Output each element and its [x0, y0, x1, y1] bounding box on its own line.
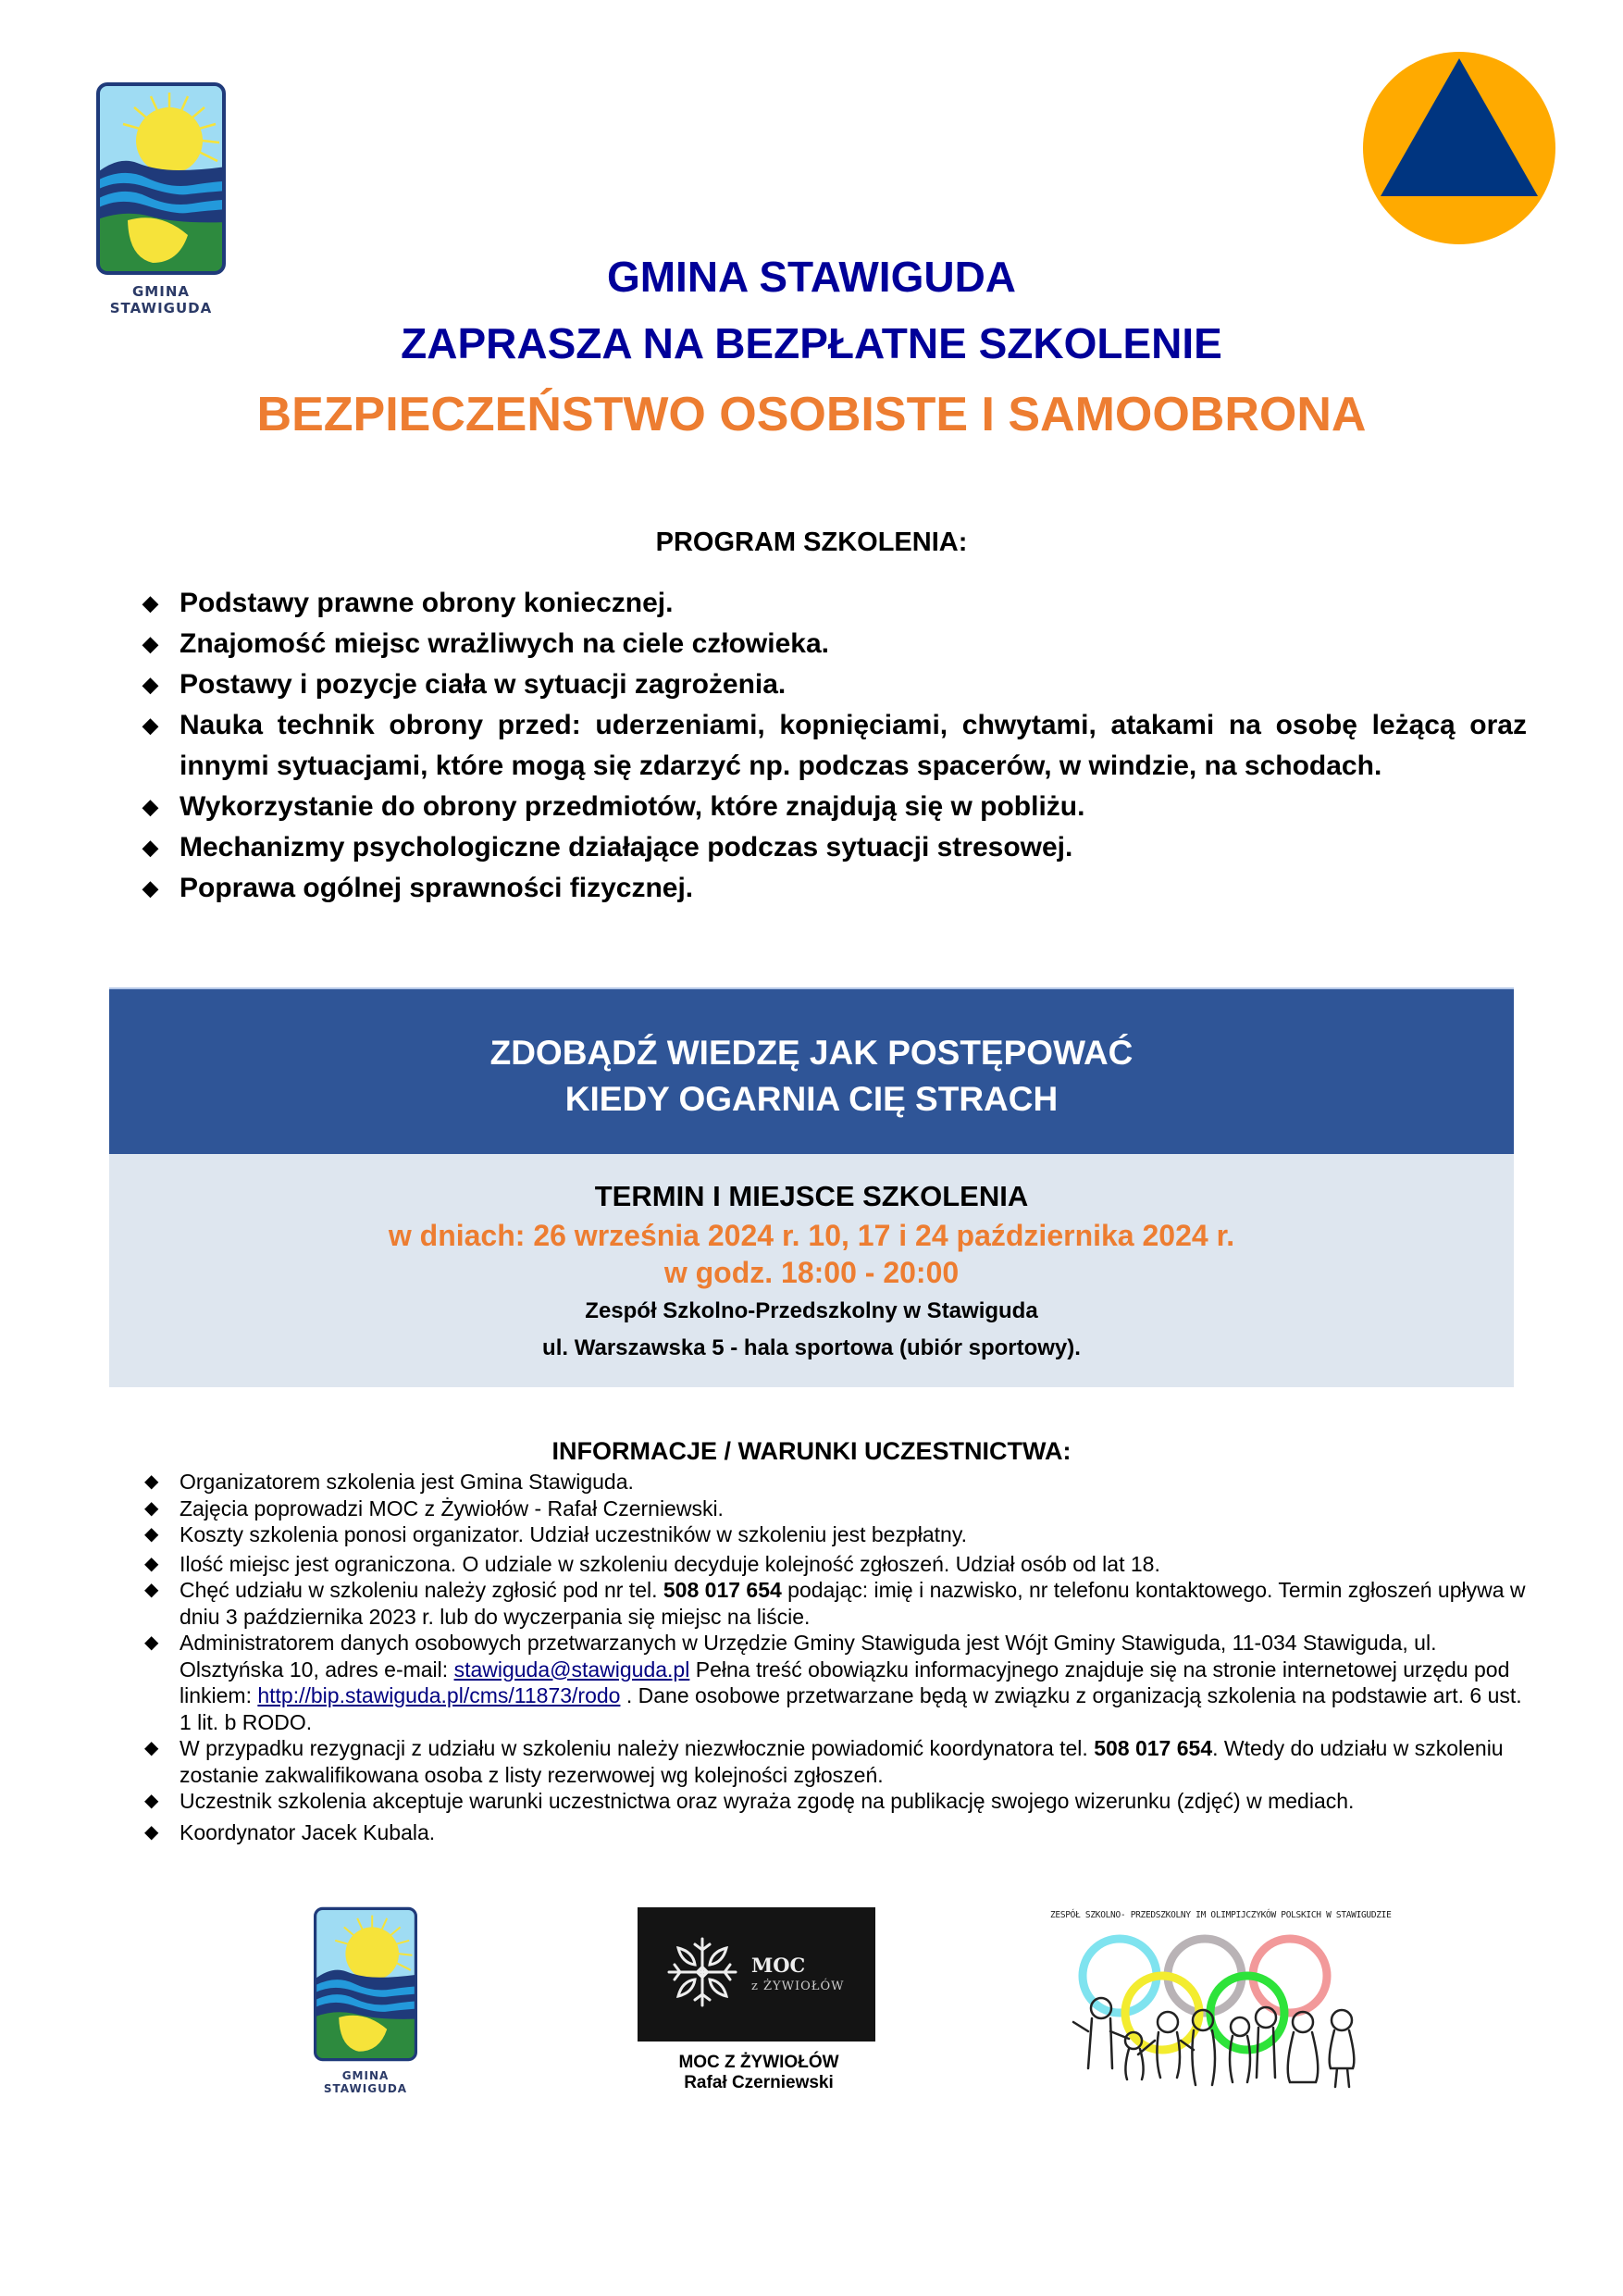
diamond-bullet-icon: ◆: [142, 714, 158, 737]
program-list: [139, 583, 1527, 909]
diamond-bullet-icon: ◆: [142, 836, 158, 859]
info-item: ◆ Chęć udziału w szkoleniu należy zgłosić pod nr tel. 508 017 654 podając: imię i nazwisko, nr telefonu kontaktowego. Termin zgłoszeń upływa w dniu 3 października 2023 r. lub do wyczerpania się miejsc na liście.: [144, 1578, 1526, 1629]
moc-z-zywiolow-logo: [638, 1907, 875, 2042]
program-item: ◆ Nauka technik obrony przed: uderzeniami, kopnięciami, chwytami, atakami na osobę leżącą oraz innymi sytuacjami, które mogą się zdarzyć np. podczas spacerów, w windzie, na schodach.: [139, 705, 1527, 787]
program-item: ◆ Mechanizmy psychologiczne działające podczas sytuacji stresowej.: [139, 827, 1527, 868]
header-organizer: GMINA STAWIGUDA: [606, 253, 1017, 301]
diamond-bullet-icon: ◆: [142, 795, 158, 818]
info-item: ◆ Koordynator Jacek Kubala.: [144, 1819, 436, 1844]
gmina-emblem-icon: [95, 81, 227, 276]
info-item: ◆ Uczestnik szkolenia akceptuje warunki uczestnictwa oraz wyraża zgodę na publikację swojego wizerunku (zdjęć) w mediach.: [144, 1789, 1355, 1813]
diamond-bullet-icon: ◆: [144, 1632, 159, 1653]
program-title: PROGRAM SZKOLENIA:: [655, 527, 968, 557]
diamond-bullet-icon: ◆: [142, 876, 158, 900]
school-logo-title: ZESPÓŁ SZKOLNO- PRZEDSZKOLNY IM OLIMPIJCZYKÓW POLSKICH W STAWIGUDZIE: [1050, 1910, 1392, 1920]
diamond-bullet-icon: ◆: [144, 1471, 159, 1492]
slogan-banner: [109, 987, 1514, 1156]
term-address: ul. Warszawska 5 - hala sportowa (ubiór sportowy).: [542, 1335, 1081, 1360]
info-item: ◆ Organizatorem szkolenia jest Gmina Stawiguda.: [144, 1470, 634, 1494]
moc-caption-person: Rafał Czerniewski: [684, 2073, 834, 2092]
header-invite: ZAPRASZA NA BEZPŁATNE SZKOLENIE: [401, 319, 1222, 367]
term-place: Zespół Szkolno-Przedszkolny w Stawiguda: [585, 1298, 1038, 1323]
diamond-bullet-icon: ◆: [144, 1791, 159, 1811]
snowflake-ornament-icon: [665, 1935, 739, 2009]
info-item: ◆ Koszty szkolenia ponosi organizator. Udział uczestników w szkoleniu jest bezpłatny.: [144, 1522, 967, 1546]
program-item: ◆ Postawy i pozycje ciała w sytuacji zagrożenia.: [139, 664, 1527, 705]
diamond-bullet-icon: ◆: [142, 632, 158, 655]
civil-defense-triangle-icon: [1362, 51, 1556, 245]
diamond-bullet-icon: ◆: [144, 1580, 159, 1600]
banner-line-1: ZDOBĄDŹ WIEDZĘ JAK POSTĘPOWAĆ: [489, 1034, 1134, 1072]
diamond-bullet-icon: ◆: [144, 1738, 159, 1758]
info-item: ◆ Zajęcia poprowadzi MOC z Żywiołów - Rafał Czerniewski.: [144, 1496, 724, 1520]
moc-logo-title: MOC: [751, 1954, 806, 1977]
program-item: ◆ Wykorzystanie do obrony przedmiotów, które znajdują się w pobliżu.: [139, 787, 1527, 827]
footer-gmina-logo: [313, 1906, 418, 2095]
olympic-rings-children-logo: [1055, 1930, 1379, 2096]
program-item: ◆ Poprawa ogólnej sprawności fizycznej.: [139, 868, 1527, 909]
diamond-bullet-icon: ◆: [144, 1524, 159, 1545]
diamond-bullet-icon: ◆: [142, 673, 158, 696]
term-place-box: [109, 1154, 1514, 1387]
diamond-bullet-icon: ◆: [144, 1821, 159, 1843]
banner-line-2: KIEDY OGARNIA CIĘ STRACH: [564, 1080, 1059, 1118]
program-item: ◆ Znajomość miejsc wrażliwych na ciele człowieka.: [139, 624, 1527, 664]
phone-number: 508 017 654: [663, 1578, 782, 1602]
gmina-logo-caption: GMINA STAWIGUDA: [109, 283, 213, 316]
moc-caption-name: MOC Z ŻYWIOŁÓW: [678, 2053, 839, 2072]
civil-defense-emblem: [1362, 51, 1556, 245]
diamond-bullet-icon: ◆: [142, 591, 158, 614]
header-training-title: BEZPIECZEŃSTWO OSOBISTE I SAMOOBRONA: [256, 388, 1367, 441]
term-hours: w godz. 18:00 - 20:00: [663, 1256, 960, 1289]
diamond-bullet-icon: ◆: [144, 1553, 159, 1574]
term-title: TERMIN I MIEJSCE SZKOLENIA: [594, 1180, 1029, 1212]
rodo-link[interactable]: http://bip.stawiguda.pl/cms/11873/rodo: [257, 1683, 621, 1707]
info-item: ◆ W przypadku rezygnacji z udziału w szkoleniu należy niezwłocznie powiadomić koordynatora tel. 508 017 654. Wtedy do udziału w szkoleniu zostanie zakwalifikowana osoba z listy rezerwowej wg kolejności zgłoszeń.: [144, 1736, 1504, 1787]
diamond-bullet-icon: ◆: [144, 1497, 159, 1519]
footer-gmina-caption: GMINA STAWIGUDA: [323, 2069, 408, 2095]
gmina-emblem-icon: [313, 1906, 418, 2062]
term-dates: w dniach: 26 września 2024 r. 10, 17 i 24 października 2024 r.: [388, 1219, 1235, 1252]
program-item: ◆ Podstawy prawne obrony koniecznej.: [139, 583, 1527, 624]
moc-logo-subtitle: z ŻYWIOŁÓW: [751, 1980, 845, 1993]
info-item: ◆ Administratorem danych osobowych przetwarzanych w Urzędzie Gminy Stawiguda jest Wójt Gminy Stawiguda, 11-034 Stawiguda, ul. Olsztyńska 10, adres e-mail: stawiguda@stawiguda.pl Pełna treść obowiązku informacyjnego znajduje się na stronie internetowej urzędu pod linkiem: http://bip.stawiguda.pl/cms/11873/rodo . Dane osobowe przetwarzane będą w związku z organizacją szkolenia na podstawie art. 6 ust. 1 lit. b RODO.: [144, 1631, 1522, 1734]
info-title: INFORMACJE / WARUNKI UCZESTNICTWA:: [551, 1437, 1072, 1465]
info-item: ◆ Ilość miejsc jest ograniczona. O udziale w szkoleniu decyduje kolejność zgłoszeń. Udział osób od lat 18.: [144, 1551, 1160, 1576]
phone-number: 508 017 654: [1094, 1736, 1213, 1760]
info-list: [139, 1469, 1527, 1845]
email-link[interactable]: stawiguda@stawiguda.pl: [453, 1657, 690, 1682]
